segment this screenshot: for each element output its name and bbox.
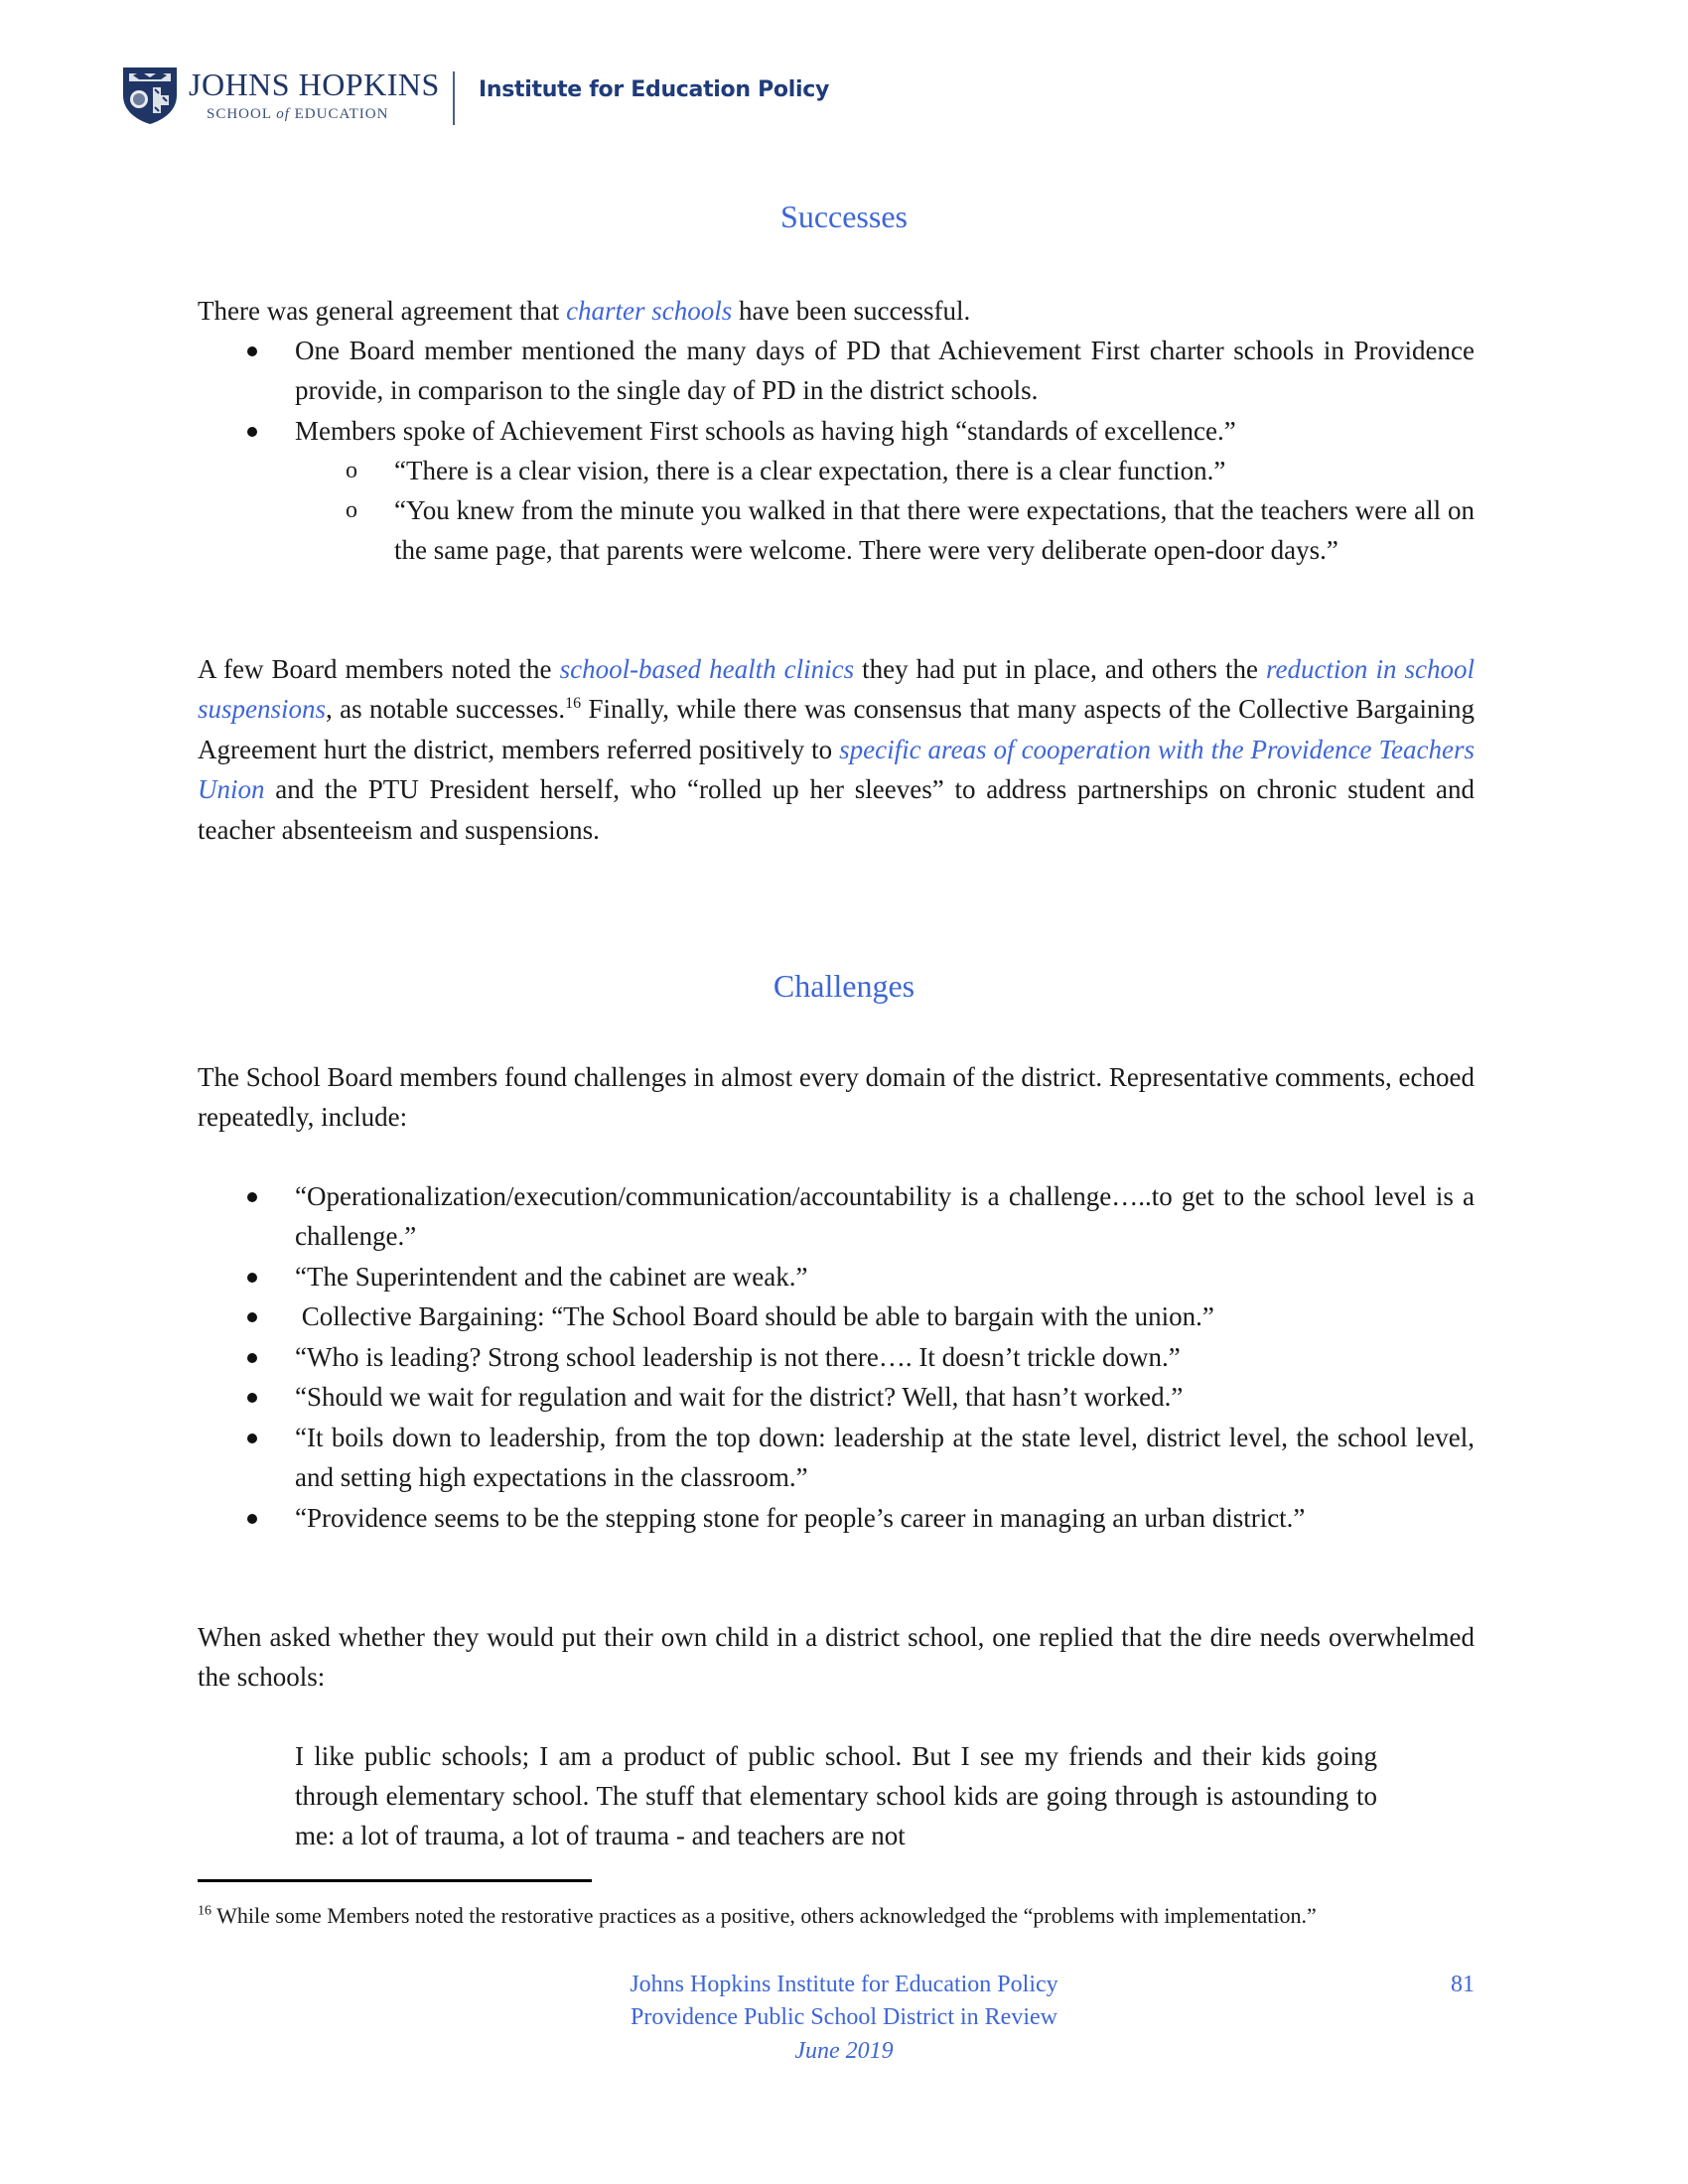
bullet-icon — [247, 1433, 257, 1443]
para-text: A few Board members noted the — [198, 654, 560, 684]
intro-text-end: have been successful. — [732, 296, 971, 326]
intro-text: There was general agreement that — [198, 296, 567, 326]
footnote-16 — [198, 1900, 1488, 1932]
successes-heading: Successes — [780, 199, 908, 234]
institute-name: Institute for Education Policy — [479, 77, 829, 102]
para-text: Finally, while there was consensus that many aspects of the Collective Bargaining Agreement hurt the district, members referred positively to — [198, 694, 1475, 764]
school-name-post: EDUCATION — [294, 106, 389, 122]
challenges-bullet-4: “Who is leading? Strong school leadership is not there…. It doesn’t trickle down.” — [295, 1342, 1181, 1372]
challenges-intro: The School Board members found challenges in almost every domain of the district. Representative comments, echoed repeatedly, include: — [198, 1062, 1475, 1133]
hollow-bullet-icon: o — [346, 458, 357, 483]
hollow-bullet-icon: o — [346, 497, 357, 523]
university-name: JOHNS HOPKINS — [189, 67, 440, 102]
charter-schools-link[interactable]: charter schools — [566, 296, 733, 326]
challenges-bullet-1: “Operationalization/execution/communication/accountability is a challenge…..to get to the school level is a challenge.” — [295, 1181, 1475, 1252]
health-clinics-link[interactable]: school-based health clinics — [559, 654, 855, 684]
suspensions-link[interactable]: reduction in school suspensions — [198, 654, 1475, 725]
successes-paragraph-2 — [198, 649, 1475, 850]
footer-institute: Johns Hopkins Institute for Education Policy — [630, 1972, 1058, 1997]
challenges-heading: Challenges — [773, 968, 915, 1004]
header-logo — [119, 62, 834, 131]
footer-report-title: Providence Public School District in Review — [631, 2004, 1057, 2030]
challenges-bullet-3: Collective Bargaining: “The School Board should be able to bargain with the union.” — [295, 1301, 1214, 1331]
child-question-paragraph: When asked whether they would put their own child in a district school, one replied that the dire needs overwhelmed the schools: — [198, 1622, 1475, 1693]
bullet-icon — [247, 1312, 257, 1322]
challenges-bullet-7: “Providence seems to be the stepping stone for people’s career in managing an urban district.” — [295, 1503, 1306, 1533]
challenges-bullet-5: “Should we wait for regulation and wait for the district? Well, that hasn’t worked.” — [295, 1382, 1184, 1412]
school-name-of: of — [276, 106, 290, 122]
jhu-shield-icon — [121, 66, 179, 125]
bullet-icon — [247, 1353, 257, 1363]
bullet-icon — [247, 427, 257, 437]
footnote-ref[interactable]: 16 — [565, 695, 582, 713]
bullet-icon — [247, 346, 257, 356]
bullet-icon — [247, 1192, 257, 1202]
challenges-bullet-2: “The Superintendent and the cabinet are weak.” — [295, 1262, 808, 1292]
teachers-union-link[interactable]: specific areas of cooperation with the Providence Teachers Union — [198, 734, 1475, 805]
school-name — [207, 106, 388, 123]
challenges-bullet-6: “It boils down to leadership, from the top down: leadership at the state level, district level, the school level, and setting high expectations in the classroom.” — [295, 1423, 1475, 1493]
successes-bullet-2: Members spoke of Achievement First schools as having high “standards of excellence.” — [295, 416, 1236, 446]
bullet-icon — [247, 1514, 257, 1524]
school-name-pre: SCHOOL — [207, 106, 272, 122]
successes-subbullet-1: “There is a clear vision, there is a clear expectation, there is a clear function.” — [394, 456, 1226, 485]
para-text: , as notable successes. — [326, 694, 566, 725]
para-text: they had put in place, and others the — [854, 654, 1266, 684]
footnote-number: 16 — [198, 1903, 211, 1919]
footnote-separator — [198, 1879, 592, 1882]
bullet-icon — [247, 1273, 257, 1283]
footer-date: June 2019 — [794, 2038, 894, 2064]
successes-intro — [198, 291, 1475, 331]
successes-bullet-1: One Board member mentioned the many days of PD that Achievement First charter schools in Providence provide, in comparison to the single day of PD in the district schools. — [295, 336, 1475, 406]
footnote-text: While some Members noted the restorative practices as a positive, others acknowledged the “problems with implementation.” — [211, 1903, 1317, 1928]
page-number: 81 — [1451, 1972, 1475, 1997]
logo-divider — [453, 71, 455, 125]
para-text: and the PTU President herself, who “rolled up her sleeves” to address partnerships on chronic student and teacher absenteeism and suspensions. — [198, 774, 1475, 845]
blockquote: I like public schools; I am a product of public school. But I see my friends and their kids going through elementary school. The stuff that elementary school kids are going through is astounding to me: a lot of trauma, a lot of trauma - and teachers are not — [295, 1741, 1377, 1850]
bullet-icon — [247, 1393, 257, 1403]
successes-subbullet-2: “You knew from the minute you walked in that there were expectations, that the teachers were all on the same page, that parents were welcome. There were very deliberate open-door days.” — [394, 495, 1475, 566]
